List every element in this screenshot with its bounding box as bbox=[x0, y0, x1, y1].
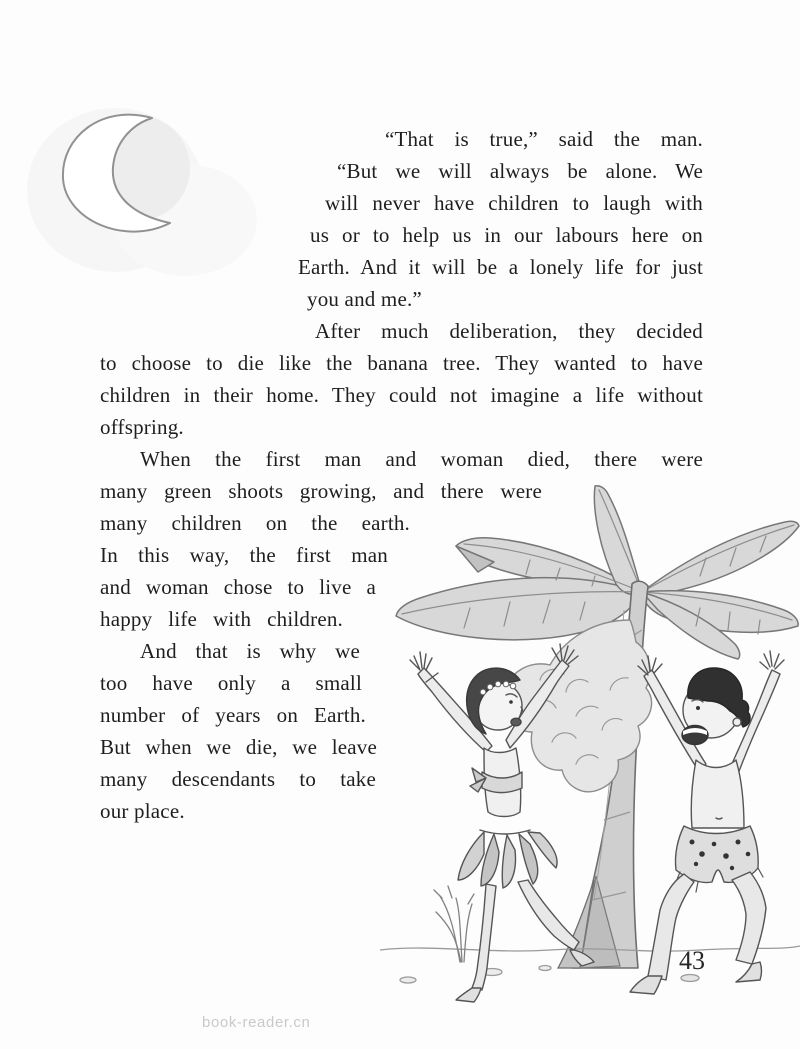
girl-right-leg bbox=[518, 880, 579, 950]
banana-tree-scene-illustration bbox=[380, 480, 800, 1010]
boy-eye bbox=[696, 706, 700, 710]
story-line: many green shoots growing, and there were bbox=[100, 479, 542, 503]
girl-eye bbox=[509, 700, 513, 704]
story-line: children in their home. They could not imagine a life without bbox=[100, 383, 703, 407]
story-line: “That is true,” said the man. bbox=[385, 127, 703, 151]
story-line: offspring. bbox=[100, 415, 184, 439]
girl-leaf-skirt bbox=[458, 832, 557, 888]
story-line: But when we die, we leave bbox=[100, 735, 377, 759]
boy-right-leg bbox=[732, 872, 766, 964]
story-line: In this way, the first man bbox=[100, 543, 388, 567]
grass-tuft bbox=[434, 886, 474, 962]
moon-cloud-shading bbox=[27, 108, 257, 276]
boy-figure bbox=[630, 651, 784, 994]
boy-ear bbox=[733, 718, 741, 726]
story-line: too have only a small bbox=[100, 671, 362, 695]
boy-right-hand bbox=[760, 651, 784, 669]
stone bbox=[539, 966, 551, 971]
boy-torso bbox=[691, 760, 744, 828]
leaf bbox=[642, 521, 799, 593]
story-line: Earth. And it will be a lonely life for just bbox=[298, 255, 703, 279]
story-line: When the first man and woman died, there were bbox=[140, 447, 703, 471]
story-line: “But we will always be alone. We bbox=[337, 159, 703, 183]
stone bbox=[400, 977, 416, 983]
story-line: And that is why we bbox=[140, 639, 360, 663]
boy-right-foot bbox=[736, 962, 762, 982]
crescent-moon-icon bbox=[25, 70, 265, 280]
girl-mouth bbox=[511, 718, 521, 726]
story-line: to choose to die like the banana tree. They wanted to have bbox=[100, 351, 703, 375]
story-line: us or to help us in our labours here on bbox=[310, 223, 703, 247]
story-line: happy life with children. bbox=[100, 607, 343, 631]
story-line: you and me.” bbox=[307, 287, 422, 311]
banana-tree-scene-icon bbox=[380, 480, 800, 1010]
story-line: many children on the earth. bbox=[100, 511, 410, 535]
story-line: our place. bbox=[100, 799, 185, 823]
story-line: number of years on Earth. bbox=[100, 703, 366, 727]
story-line: will never have children to laugh with bbox=[325, 191, 703, 215]
watermark: book-reader.cn bbox=[202, 1014, 311, 1031]
girl-left-foot bbox=[456, 988, 481, 1002]
crescent-moon-illustration bbox=[25, 70, 265, 280]
story-line: and woman chose to live a bbox=[100, 575, 376, 599]
girl-waistline bbox=[480, 830, 530, 834]
page-number: 43 bbox=[679, 946, 705, 975]
story-line: After much deliberation, they decided bbox=[315, 319, 703, 343]
girl-left-hand bbox=[410, 652, 432, 670]
boy-left-foot bbox=[630, 976, 662, 994]
story-line: many descendants to take bbox=[100, 767, 376, 791]
